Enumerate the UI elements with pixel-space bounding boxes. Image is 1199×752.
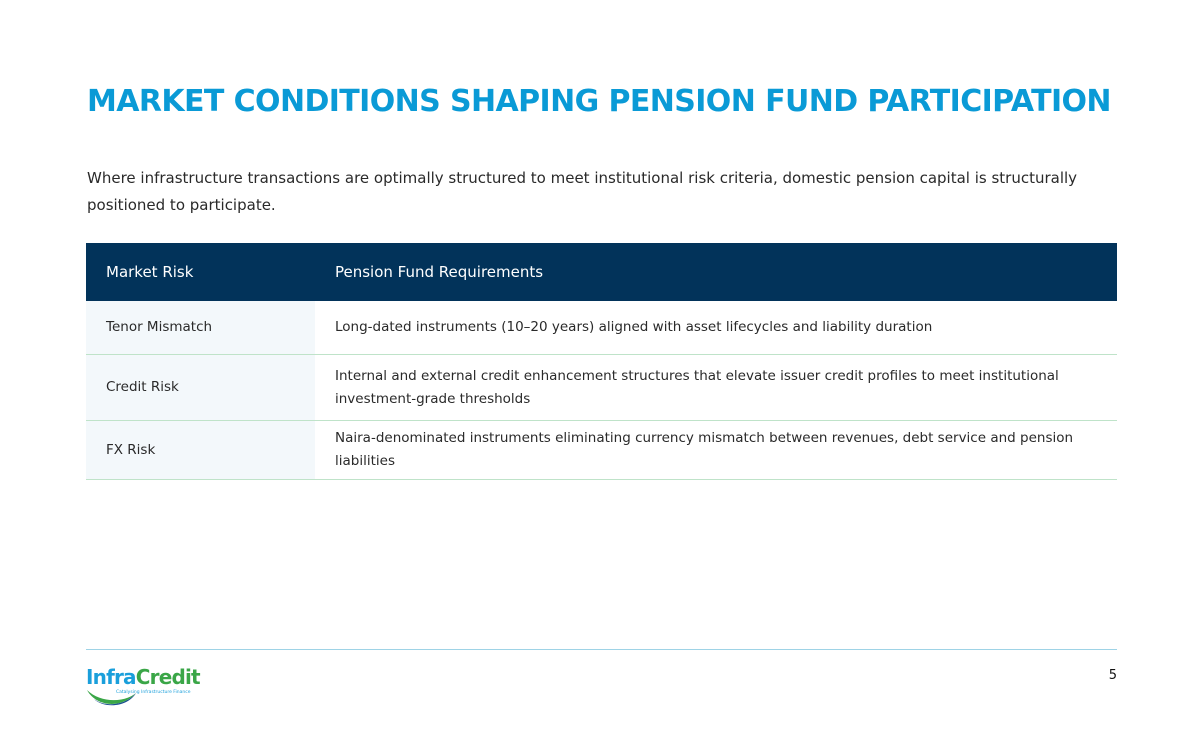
requirement-cell: Internal and external credit enhancement structures that elevate issuer credit profiles to meet institutional investment-grade thresholds (335, 367, 1059, 407)
infracredit-logo (86, 665, 216, 713)
header-market-risk: Market Risk (106, 263, 194, 281)
table-row (86, 301, 1117, 355)
logo-credit-text: Credit (135, 665, 200, 689)
table-header (86, 243, 1117, 301)
risk-cell: FX Risk (86, 421, 315, 479)
requirement-cell: Naira-denominated instruments eliminating currency mismatch between revenues, debt service and pension liabilities (335, 430, 1074, 469)
table-row (86, 421, 1117, 480)
logo-infra-text: Infra (86, 665, 136, 689)
logo-tagline: Catalysing Infrastructure Finance (116, 690, 191, 695)
logo-wordmark (86, 665, 200, 689)
page-number: 5 (1108, 668, 1117, 683)
page-title: MARKET CONDITIONS SHAPING PENSION FUND PARTICIPATION (87, 84, 1111, 119)
table-row (86, 355, 1117, 421)
risk-cell: Credit Risk (86, 355, 315, 420)
risk-cell: Tenor Mismatch (86, 301, 315, 354)
header-pension-requirements: Pension Fund Requirements (335, 263, 544, 281)
risk-table (86, 243, 1117, 480)
intro-paragraph: Where infrastructure transactions are optimally structured to meet institutional risk criteria, domestic pension capital is structurally positioned to participate. (87, 169, 1078, 214)
requirement-cell: Long-dated instruments (10–20 years) aligned with asset lifecycles and liability duration (335, 319, 933, 335)
footer-divider (86, 649, 1117, 650)
